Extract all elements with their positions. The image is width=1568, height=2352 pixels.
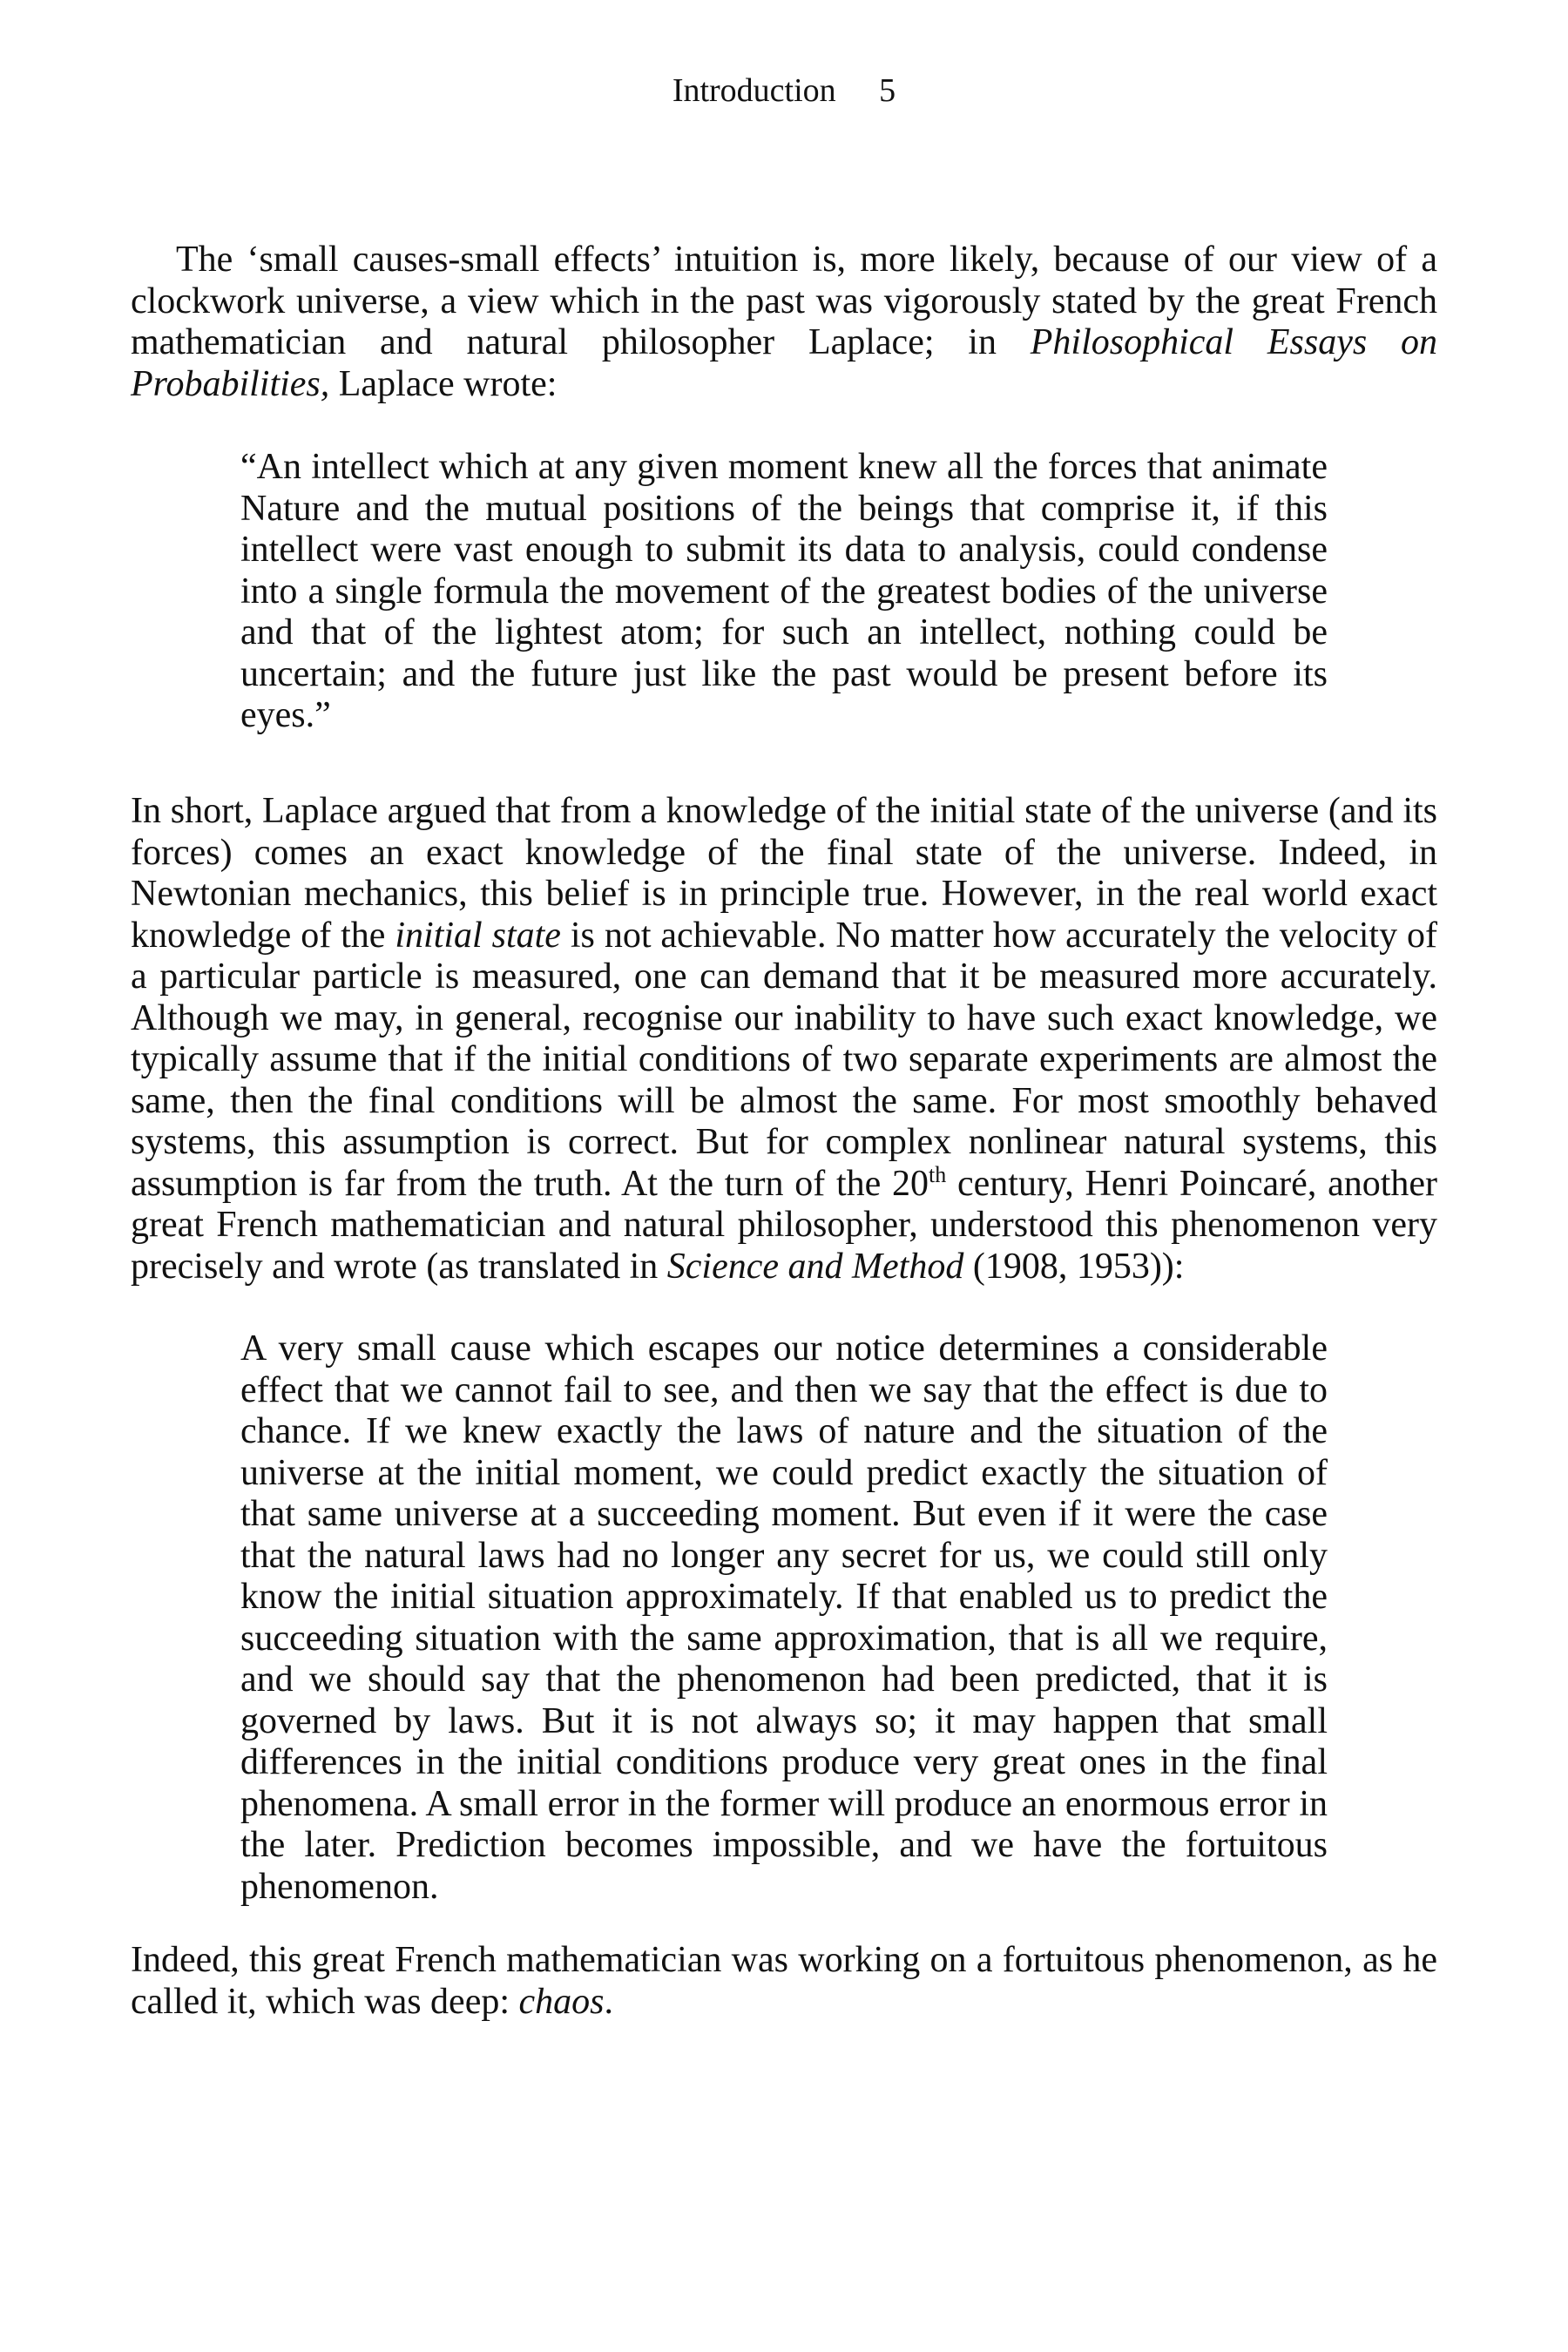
emphasis-chaos: chaos — [518, 1981, 605, 2022]
paragraph-text: In short, Laplace argued that from a knowledge of the initial state of the universe (and its forces) comes an exact knowledge of the final state of the universe. Indeed, in Newtonian mechanics, this belief is in principle true. However, in the real world exact knowledge of the — [131, 791, 1437, 956]
paragraph-text: Indeed, this great French mathematician was working on a fortuitous phenomenon, as he called it, which was deep: — [131, 1940, 1437, 2022]
section-title: Introduction — [672, 72, 836, 109]
book-title-philosophical-essays: Philosophical Essays on Probabilities, — [131, 322, 1437, 404]
paragraph-chaos — [131, 1940, 1437, 2023]
blockquote-text: A very small cause which escapes our notice determines a considerable effect that we cannot fail to see, and then we say that the effect is due to chance. If we knew exactly the laws of nature and the situation of the universe at the initial moment, we could predict exactly the situation of that same universe at a succeeding moment. But even if it were the case that the natural laws had no longer any secret for us, we could still only know the initial situation approximately. If that enabled us to predict the succeeding situation with the same approximation, that is all we require, and we should say that the phenomenon had been predicted, that it is governed by laws. But it is not always so; it may happen that small differences in the initial conditions produce very great ones in the final phenomena. A small error in the former will produce an enormous error in the later. Prediction becomes impossible, and we have the fortuitous phenomenon. — [240, 1328, 1328, 1907]
paragraph-laplace-intro — [131, 240, 1437, 405]
book-title-science-and-method: Science and Method — [666, 1246, 964, 1287]
emphasis-initial-state: initial state — [395, 915, 561, 956]
poincare-quote — [240, 1328, 1328, 1908]
page-number: 5 — [879, 72, 896, 109]
laplace-quote — [240, 447, 1328, 737]
running-header — [0, 70, 1568, 112]
paragraph-poincare — [131, 791, 1437, 1288]
paragraph-text: is not achievable. No matter how accurately the velocity of a particular particle is measured, one can demand that it be measured more accurately. Although we may, in general, recognise our inability to have such exact knowledge, we typically assume that if the initial conditions of two separate experiments are almost the same, then the final conditions will be almost the same. For most smoothly behaved systems, this assumption is correct. But for complex nonlinear natural systems, this assumption is far from the truth. At the turn of the 20 — [131, 915, 1437, 1204]
paragraph-text: century, Henri Poincaré, another great French mathematician and natural philosopher, understood this phenomenon very precisely and wrote (as translated in — [131, 1163, 1438, 1287]
blockquote-text: “An intellect which at any given moment knew all the forces that animate Nature and the mutual positions of the beings that comprise it, if this intellect were vast enough to submit its data to analysis, could condense into a single formula the movement of the greatest bodies of the universe and that of the lightest atom; for such an intellect, nothing could be uncertain; and the future just like the past would be present before its eyes.” — [240, 447, 1328, 735]
paragraph-text: . — [604, 1981, 614, 2022]
paragraph-text: (1908, 1953)): — [963, 1246, 1185, 1287]
paragraph-text: Laplace wrote: — [329, 363, 558, 404]
paragraph-text: The ‘small causes-small effects’ intuition is, more likely, because of our view of a clockwork universe, a view which in the past was vigorously stated by the great French mathematician and natural philosopher Laplace; in — [131, 240, 1437, 362]
superscript-th: th — [929, 1161, 947, 1187]
